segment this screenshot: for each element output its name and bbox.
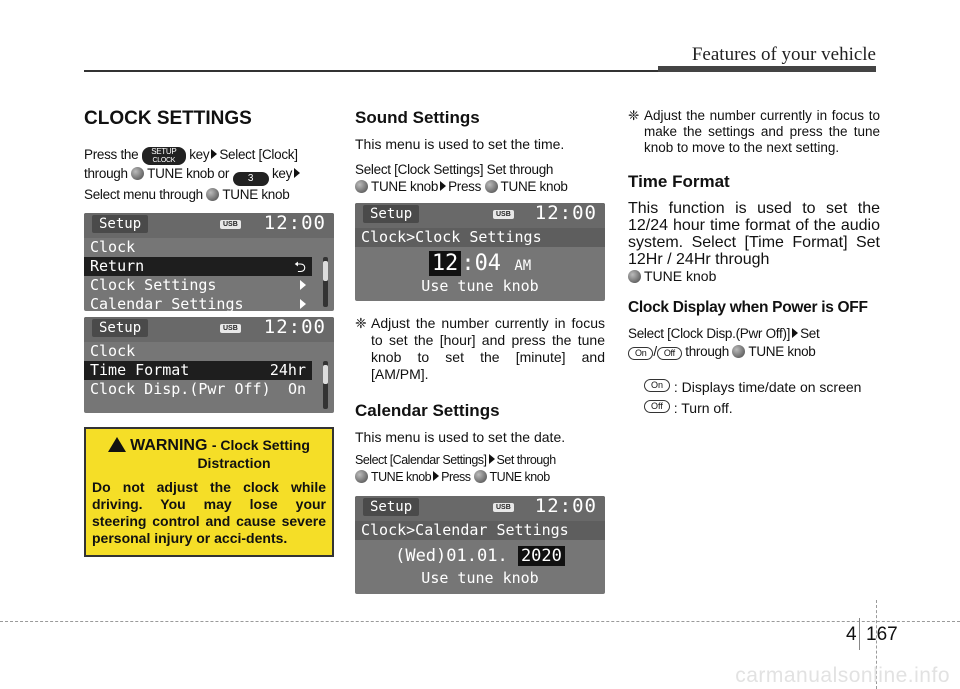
breadcrumb: Clock>Clock Settings <box>355 228 605 247</box>
date-editor <box>355 546 605 566</box>
on-pill: On <box>644 379 670 392</box>
usb-badge: USB <box>493 210 514 219</box>
heading-calendar-settings: Calendar Settings <box>355 401 500 420</box>
hint-text: Use tune knob <box>421 569 539 587</box>
menu-item-clock-disp: Clock Disp.(Pwr Off) On <box>90 380 306 398</box>
sound-path: Select [Clock Settings] Set through TUNE knob Press TUNE knob <box>355 162 568 194</box>
heading-sound-settings: Sound Settings <box>355 108 480 127</box>
arrow-icon <box>294 168 300 178</box>
arrow-icon <box>792 328 798 338</box>
hour-field: 12 <box>429 251 462 276</box>
screen-clock: 12:00 <box>263 213 326 234</box>
off-pill: Off <box>657 347 682 360</box>
menu-item-clock-settings: Clock Settings <box>84 276 334 295</box>
arrow-icon <box>489 454 495 464</box>
screen-clock: 12:00 <box>263 317 326 338</box>
arrow-icon <box>440 181 446 191</box>
breadcrumb: Clock>Calendar Settings <box>355 521 605 540</box>
hint-text: Use tune knob <box>421 277 539 295</box>
warning-text: Do not adjust the clock while driving. You may lose your steering control and cause severe personal injury or acci-dents. <box>92 479 326 546</box>
scrollbar <box>323 361 328 409</box>
note-mark-icon: ❈ <box>355 315 367 331</box>
tune-knob-icon <box>474 470 487 483</box>
menu-item-clock: Clock <box>90 238 136 256</box>
off-option: Off : Turn off. <box>628 400 880 417</box>
minute-field: 04 <box>474 251 502 276</box>
screen-title: Setup <box>363 498 419 516</box>
arrow-icon <box>211 149 217 159</box>
return-icon: ⮌ <box>293 258 306 276</box>
scrollbar <box>323 257 328 307</box>
column-clock-settings <box>84 108 334 557</box>
on-option: On : Displays time/date on screen <box>628 379 880 396</box>
menu-item-time-format: Time Format 24hr <box>84 361 312 380</box>
intro-paragraph: Press the SETUP CLOCK key Select [Clock] through TUNE knob or 3 key Select menu through TUNE knob <box>84 146 334 203</box>
setup-clock-key: SETUP CLOCK <box>142 147 186 165</box>
sound-note: ❈ Adjust the number currently in focus to set the [hour] and press the tune knob to set the [minute] and [AM/PM]. <box>355 315 605 382</box>
tune-knob-icon <box>355 470 368 483</box>
ampm-field: AM <box>514 258 532 274</box>
chevron-right-icon <box>300 295 306 311</box>
on-pill: On <box>628 347 653 360</box>
tune-knob-icon <box>628 270 641 283</box>
screen-title: Setup <box>363 205 419 223</box>
usb-badge: USB <box>220 220 241 229</box>
menu-item-calendar-settings: Calendar Settings <box>84 295 334 311</box>
screen-clock-menu <box>84 213 334 311</box>
warning-subtitle-2: Distraction <box>197 455 271 471</box>
chapter-number: 4 <box>846 624 857 645</box>
screen-clock: 12:00 <box>534 496 597 517</box>
heading-clock-settings: CLOCK SETTINGS <box>84 108 252 129</box>
time-format-desc: This function is used to set the 12/24 hour time format of the audio system. Select [Time Format] Set 12Hr / 24Hr through TUNE knob <box>628 200 880 284</box>
header-rule-accent <box>658 66 876 72</box>
menu-item-clock: Clock <box>90 342 136 360</box>
column-time-format <box>628 108 880 417</box>
usb-badge: USB <box>220 324 241 333</box>
time-format-value: 24hr <box>269 361 306 379</box>
calendar-path: Select [Calendar Settings] Set through TUNE knob Press TUNE knob <box>355 453 556 484</box>
page-number-divider <box>859 618 860 650</box>
tune-knob-icon <box>355 180 368 193</box>
year-field: 2020 <box>518 546 565 566</box>
screen-clock-options <box>84 317 334 413</box>
tune-knob-icon <box>206 188 219 201</box>
tune-knob-icon <box>732 345 745 358</box>
watermark: carmanualsonline.info <box>735 664 950 687</box>
warning-icon <box>108 437 126 452</box>
warning-box <box>84 427 334 557</box>
sound-desc: This menu is used to set the time. <box>355 136 565 152</box>
screen-clock: 12:00 <box>534 203 597 224</box>
clock-disp-value: On <box>287 380 306 398</box>
section-title: Features of your vehicle <box>691 44 876 65</box>
arrow-icon <box>433 471 439 481</box>
time-editor: 12 :04 AM <box>355 251 605 276</box>
off-pill: Off <box>644 400 670 413</box>
preset-key-3: 3 <box>233 172 269 186</box>
screen-clock-settings <box>355 203 605 301</box>
screen-title: Setup <box>92 215 148 233</box>
tune-knob-icon <box>131 167 144 180</box>
clock-display-path: Select [Clock Disp.(Pwr Off)] Set On / Off through TUNE knob <box>628 326 820 359</box>
screen-title: Setup <box>92 319 148 337</box>
heading-clock-display: Clock Display when Power is OFF <box>628 299 868 316</box>
chevron-right-icon <box>300 276 306 294</box>
menu-item-return: Return ⮌ <box>84 257 312 276</box>
column-sound-calendar <box>355 108 605 594</box>
screen-calendar-settings <box>355 496 605 594</box>
tune-knob-icon <box>485 180 498 193</box>
warning-title: WARNING <box>130 437 208 454</box>
calendar-desc: This menu is used to set the date. <box>355 429 566 445</box>
note-mark-icon: ❈ <box>628 108 640 123</box>
page-number: 167 <box>866 624 898 645</box>
warning-subtitle: - Clock Setting <box>211 437 310 453</box>
usb-badge: USB <box>493 503 514 512</box>
heading-time-format: Time Format <box>628 172 730 191</box>
crop-line-horizontal <box>0 621 960 622</box>
tf-note: ❈ Adjust the number currently in focus to make the settings and press the tune knob to move to the next setting. <box>628 108 880 155</box>
date-field: (Wed)01.01. <box>395 546 508 566</box>
